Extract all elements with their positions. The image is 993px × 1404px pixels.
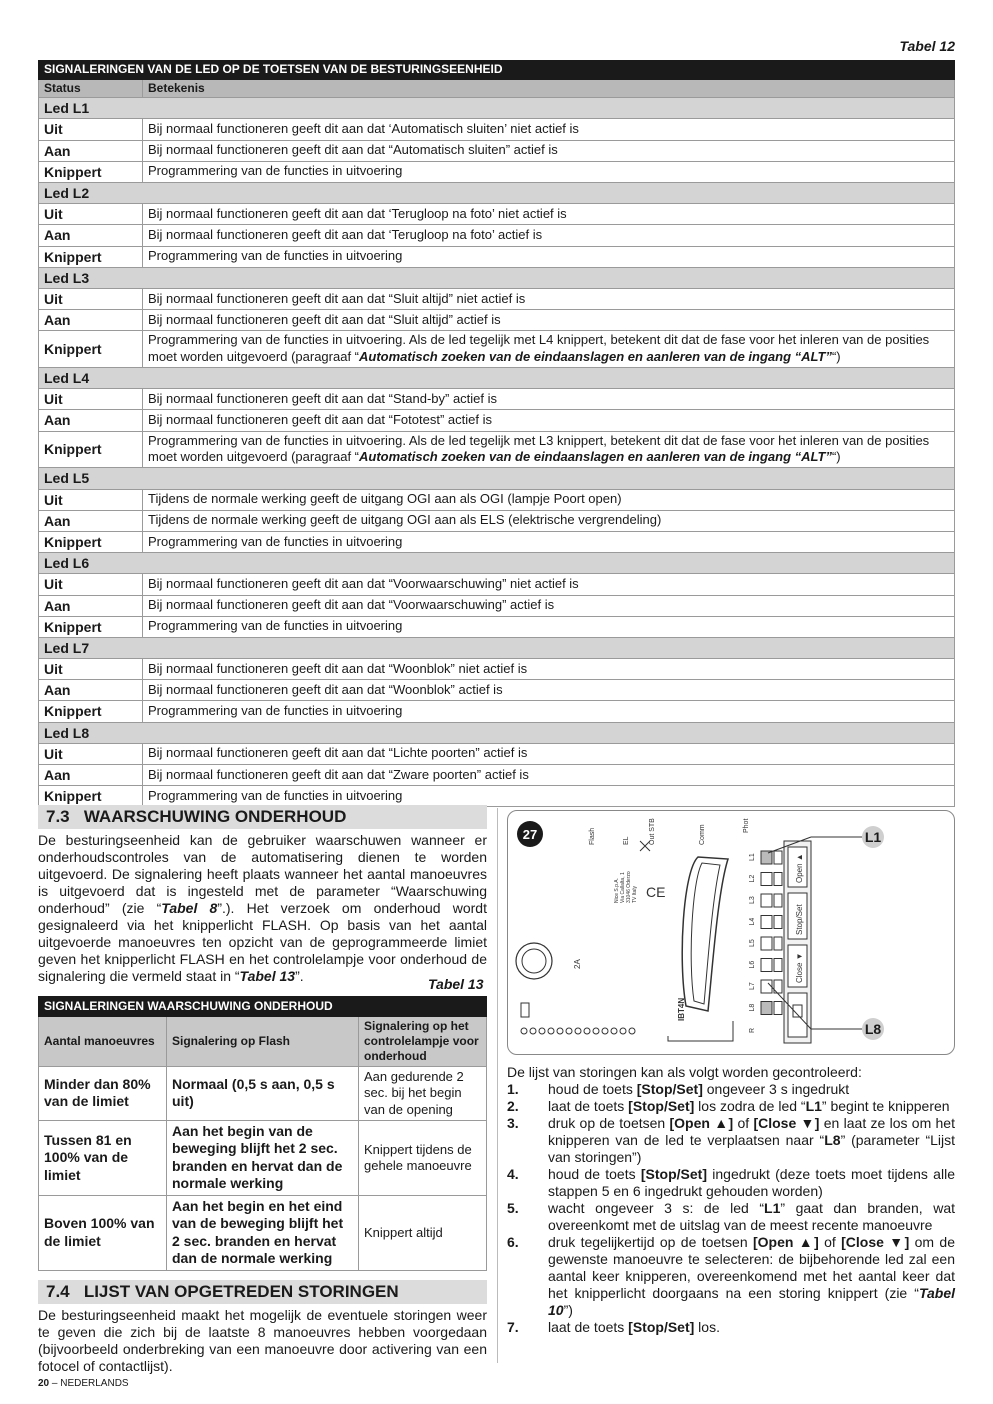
meaning-text: Programmering van de functies in uitvoering [148,163,403,179]
step-text-part: om de gewenste manoeuvre te selecteren: de bijbehorende led zal een aantal keer knipperen, overeenkomend met het aantal keer dat het knipperlicht doorgaans na een storing knippert (zie “ [548,1234,955,1301]
callout-l1: L1 [864,829,882,845]
meaning-cell [143,161,955,182]
step-item [507,1098,955,1115]
meaning-text: Programmering van de functies in uitvoering [148,248,403,264]
led-group-title: Led L6 [39,553,955,574]
led-label: L4 [749,917,756,926]
meaning-text: Bij normaal functioneren geeft dit aan dat “Woonblok” actief is [148,681,503,697]
meaning-text: Tijdens de normale werking geeft de uitgang OGI aan als OGI (lampje Poort open) [148,491,622,507]
aantal-cell: Tussen 81 en 100% van de limiet [39,1120,167,1195]
meaning-cell [143,510,955,531]
pin-hole [521,1028,527,1034]
status-cell: Aan [39,310,143,331]
step-text-part: wacht ongeveer 3 s: de led “ [548,1200,765,1216]
led-pad [774,894,782,907]
table-row [39,204,955,225]
led-group-title: Led L3 [39,267,955,288]
meaning-text: Bij normaal functioneren geeft dit aan dat “Fototest” actief is [148,412,492,428]
meaning-cell [143,574,955,595]
pin-hole [557,1028,563,1034]
meaning-cell [143,701,955,722]
led-group-title: Led L5 [39,468,955,489]
meaning-text: Programmering van de functies in uitvoering. Als de led tegelijk met L4 knippert, betekent dit dat de fase voor het inleren van de posities moet worden uitgevoerd (paragraaf “ [148,332,930,365]
table-ref-13: Tabel 13 [239,968,296,984]
meaning-text: Bij normaal functioneren geeft dit aan dat ‘Terugloop na foto’ actief is [148,226,543,242]
warning-symbol [640,841,650,851]
pin-hole [575,1028,581,1034]
step-text-part: L8 [824,1132,841,1148]
tabel12-caption: Tabel 12 [899,38,955,54]
step-number: 1. [507,1081,519,1097]
led-group-title: Led L7 [39,637,955,658]
pin-hole [539,1028,545,1034]
fuse-rating: 2A [573,959,582,969]
step-text-part: Tabel 10 [548,1285,955,1318]
status-cell: Knippert [39,531,143,552]
meaning-cell [143,531,955,552]
led-group-row [39,368,955,389]
led-group-title: Led L8 [39,722,955,743]
step-text-part: [Stop/Set] [628,1319,695,1335]
meaning-text: Programmering van de functies in uitvoering. Als de led tegelijk met L3 knippert, betekent dit dat de fase voor het inleren van de posities moet worden uitgevoerd (paragraaf “ [148,432,930,465]
flash-cell: Normaal (0,5 s aan, 0,5 s uit) [167,1067,359,1121]
table-row [39,574,955,595]
table-row [39,743,955,764]
meaning-text: Bij normaal functioneren geeft dit aan dat “Sluit altijd” niet actief is [148,290,526,306]
led-indicator [761,1002,772,1015]
led-indicator [761,959,772,972]
status-cell: Knippert [39,431,143,468]
meaning-cell [143,310,955,331]
step-text-part: [Stop/Set] [628,1098,695,1114]
led-group-row [39,468,955,489]
meaning-cell [143,431,955,468]
connector-icon [521,1003,529,1017]
led-pad [774,851,782,864]
table-row [39,331,955,368]
tabel12-header: SIGNALERINGEN VAN DE LED OP DE TOETSEN VAN DE BESTURINGSEENHEID [39,61,955,80]
led-group-title: Led L1 [39,98,955,119]
led-label: L6 [749,960,756,969]
meaning-cell [143,410,955,431]
tabel13 [38,996,487,1271]
board-label-el: EL [623,836,630,845]
meaning-text: Bij normaal functioneren geeft dit aan dat “Automatisch sluiten” actief is [148,142,558,158]
status-cell: Uit [39,119,143,140]
board-model: IBT4N [677,997,686,1021]
meaning-cell [143,389,955,410]
led-pad [774,916,782,929]
brand-line: 31046 Oderzo [626,871,632,903]
step-number: 5. [507,1200,519,1216]
status-cell: Knippert [39,331,143,368]
step-text-part: ”) [563,1302,573,1318]
figure-27 [507,810,955,1055]
tabel13-caption: Tabel 13 [428,976,484,992]
status-cell: Aan [39,510,143,531]
meaning-cell [143,246,955,267]
led-group-row [39,553,955,574]
table-ref-8: Tabel 8 [161,900,218,916]
led-group-title: Led L4 [39,368,955,389]
meaning-text: Bij normaal functioneren geeft dit aan dat “Voorwaarschuwing” niet actief is [148,575,579,591]
brand-line: Nice S.p.A. [614,877,620,903]
step-text-part: laat de toets [548,1319,629,1335]
meaning-text: Bij normaal functioneren geeft dit aan dat “Zware poorten” actief is [148,766,529,782]
led-group-row [39,267,955,288]
pin-hole [584,1028,590,1034]
meaning-text: Programmering van de functies in uitvoering [148,618,403,634]
status-cell: Uit [39,743,143,764]
table-row [39,616,955,637]
step-text [548,1200,955,1234]
step-text-part: houd de toets [548,1166,641,1182]
status-cell: Knippert [39,701,143,722]
control-board-diagram [508,811,955,1055]
table-row [39,119,955,140]
brand-line: Via Callalta, 1 [620,872,626,903]
led-indicator [761,980,772,993]
status-cell: Knippert [39,246,143,267]
table-row [39,288,955,309]
step-text [548,1319,955,1336]
steps-intro: De lijst van storingen kan als volgt worden gecontroleerd: [507,1064,862,1080]
open-button-label: Open ▲ [795,853,804,883]
status-cell: Aan [39,680,143,701]
lampje-cell: Knippert altijd [359,1195,487,1270]
tabel13-header: SIGNALERINGEN WAARSCHUWING ONDERHOUD [39,997,487,1017]
step-item [507,1200,955,1234]
led-label: L2 [749,874,756,883]
table-row [39,161,955,182]
step-text-part: [Open ▲] [669,1115,734,1131]
footer-language: – NEDERLANDS [49,1378,129,1389]
status-cell: Uit [39,659,143,680]
status-cell: Knippert [39,786,143,807]
table-row [39,431,955,468]
status-cell: Uit [39,389,143,410]
pin-hole [629,1028,635,1034]
step-text-part: of [818,1234,842,1250]
meaning-text: Bij normaal functioneren geeft dit aan dat “Lichte poorten” actief is [148,745,528,761]
fuse-holder-icon [516,943,552,979]
brand-line: TV Italy [632,886,638,903]
step-text-part: ongeveer 3 s ingedrukt [702,1081,850,1097]
status-cell: Aan [39,410,143,431]
step-text-part: L1 [764,1200,781,1216]
pin-hole [593,1028,599,1034]
table-row [39,680,955,701]
step-text-part: houd de toets [548,1081,637,1097]
table-row [39,510,955,531]
tabel12 [38,60,955,807]
step-text [548,1098,955,1115]
step-text-part: laat de toets [548,1098,629,1114]
meaning-cell [143,743,955,764]
meaning-text: Bij normaal functioneren geeft dit aan dat ‘Terugloop na foto’ niet actief is [148,205,567,221]
led-pad [774,873,782,886]
meaning-text-end: “) [831,449,841,465]
close-button-label: Close ▼ [795,952,804,983]
section-7-3-heading [38,805,487,829]
meaning-text-end: “) [831,349,841,365]
meaning-cell [143,616,955,637]
col-aantal-header: Aantal manoeuvres [39,1017,167,1067]
stop-set-button-label: Stop/Set [795,904,804,935]
step-text [548,1081,955,1098]
step-number: 7. [507,1319,519,1335]
lampje-cell: Knippert tijdens de gehele manoeuvre [359,1120,487,1195]
led-label: R [749,1027,756,1033]
meaning-ref: Automatisch zoeken van de eindaanslagen en aanleren van de ingang “ALT” [359,449,832,465]
step-item [507,1234,955,1319]
step-text-part: of [733,1115,754,1131]
led-indicator [761,937,772,950]
table-row [39,1120,487,1195]
aantal-cell: Minder dan 80% van de limiet [39,1067,167,1121]
led-column [749,851,782,1033]
board-label-comm: Comm [699,824,706,845]
table-row [39,1067,487,1121]
led-indicator [761,894,772,907]
step-text-part: [Stop/Set] [636,1081,703,1097]
aantal-cell: Boven 100% van de limiet [39,1195,167,1270]
section-number: 7.3 [46,807,70,826]
step-text-part: [Close ▼] [841,1234,910,1250]
status-cell: Aan [39,765,143,786]
led-group-title: Led L2 [39,182,955,203]
table-row [39,786,955,807]
section-number: 7.4 [46,1282,70,1301]
step-text-part: [Stop/Set] [640,1166,707,1182]
led-label: L1 [749,853,756,861]
col-status-header: Status [39,79,143,98]
step-text-part: los. [694,1319,720,1335]
step-item [507,1319,955,1336]
pin-row [521,1028,635,1034]
status-cell: Knippert [39,161,143,182]
led-pad [774,959,782,972]
status-cell: Knippert [39,616,143,637]
step-text [548,1166,955,1200]
step-item [507,1115,955,1166]
step-text [548,1115,955,1166]
table-row [39,410,955,431]
section-title: WAARSCHUWING ONDERHOUD [83,807,347,826]
text: De besturingseenheid kan de gebruiker waarschuwen wanneer er onderhoudscontroles van de automatisering dienen te worden uitgevoerd. De signalering heeft plaats wanneer het aantal manoeuvres is uitgevoerd dat is ingesteld met de parameter “Waarschuwing onderhoud” (zie “ [38,832,487,916]
board-label-out-stb: Out STB [649,818,656,845]
status-cell: Aan [39,225,143,246]
step-text [548,1234,955,1319]
meaning-cell [143,489,955,510]
table-row [39,310,955,331]
col-controlelampje-header: Signalering op het controlelampje voor onderhoud [359,1017,487,1067]
section-7-3-paragraph [38,832,487,985]
meaning-cell [143,288,955,309]
lampje-cell: Aan gedurende 2 sec. bij het begin van de opening [359,1067,487,1121]
led-group-row [39,98,955,119]
text: ”. [295,968,304,984]
col-betekenis-header: Betekenis [143,79,955,98]
meaning-cell [143,204,955,225]
step-number: 6. [507,1234,519,1250]
meaning-cell [143,595,955,616]
meaning-cell [143,225,955,246]
led-pad [774,937,782,950]
figure-number: 27 [522,827,538,842]
section-title: LIJST VAN OPGETREDEN STORINGEN [83,1282,399,1301]
step-text-part: en laat ze los om het knipperen van de led te verplaatsen naar “ [548,1115,955,1148]
step-text-part: ingedrukt (deze toets moet tijdens alle stappen 5 en 6 ingedrukt gehouden worden) [548,1166,955,1199]
page-number: 20 [38,1378,50,1389]
step-item [507,1166,955,1200]
meaning-text: Tijdens de normale werking geeft de uitgang OGI aan als ELS (elektrische vergrendeling) [148,512,662,528]
led-indicator [761,916,772,929]
flash-cell: Aan het begin van de beweging blijft het 2 sec. branden en hervat dan de normale werking [167,1120,359,1195]
table-row [39,531,955,552]
status-cell: Aan [39,595,143,616]
table-row [39,225,955,246]
status-cell: Uit [39,574,143,595]
meaning-cell [143,119,955,140]
step-text-part: ” gaat dan branden, wat overeenkomt met de uitslag van de meest recente manoeuvre [548,1200,955,1233]
section-7-4-paragraph: De besturingseenheid maakt het mogelijk de eventuele storingen weer te geven die zich bij de laatste 8 manoeuvres hebben voorgedaan (bijvoorbeeld onderbreking van een manoeuvre door activering van een fotocel of contactlijst). [38,1307,487,1374]
flash-cell: Aan het begin en het eind van de beweging blijft het 2 sec. branden en hervat dan de normale werking [167,1195,359,1270]
step-text-part: druk op de toetsen [548,1115,670,1131]
table-row [39,246,955,267]
meaning-cell [143,659,955,680]
meaning-text: Bij normaal functioneren geeft dit aan dat “Woonblok” niet actief is [148,660,528,676]
status-cell: Uit [39,489,143,510]
step-text-part: druk tegelijkertijd op de toetsen [548,1234,753,1250]
pin-hole [566,1028,572,1034]
pin-hole [620,1028,626,1034]
section-7-4-heading [38,1280,487,1304]
meaning-cell [143,140,955,161]
step-text-part: L1 [805,1098,822,1114]
led-label: L7 [749,982,756,990]
meaning-text: Bij normaal functioneren geeft dit aan dat “Sluit altijd” actief is [148,311,501,327]
table-row [39,389,955,410]
meaning-ref: Automatisch zoeken van de eindaanslagen en aanleren van de ingang “ALT” [359,349,832,365]
table-row [39,659,955,680]
table-row [39,765,955,786]
ce-mark-icon: CE [646,884,666,900]
led-indicator [761,873,772,886]
led-indicator [761,851,772,864]
storingen-steps [507,1064,955,1336]
step-text-part: [Open ▲] [752,1234,819,1250]
led-label: L3 [749,896,756,904]
status-cell: Aan [39,140,143,161]
callout-l8: L8 [864,1021,882,1037]
meaning-cell [143,331,955,368]
step-text-part: ” begint te knipperen [821,1098,950,1114]
page-footer [38,1378,129,1389]
led-group-row [39,637,955,658]
step-item [507,1081,955,1098]
pin-hole [530,1028,536,1034]
board-label-flash: Flash [589,827,596,845]
step-text-part: los zodra de led “ [694,1098,806,1114]
column-divider [497,808,498,1363]
step-number: 2. [507,1098,519,1114]
step-number: 4. [507,1166,519,1182]
table-row [39,1195,487,1270]
pin-hole [611,1028,617,1034]
step-text-part: [Close ▼] [753,1115,820,1131]
pin-hole [602,1028,608,1034]
meaning-cell [143,786,955,807]
step-number: 3. [507,1115,519,1131]
steps-list [507,1081,955,1336]
col-flash-header: Signalering op Flash [167,1017,359,1067]
text: ”.). Het verzoek om onderhoud wordt gesignaleerd via het knipperlicht FLASH. Op basis van het aantal uitgevoerde manoeuvres ten opzicht van de geprogrammeerde limiet geven het knipperlicht FLASH en het controlelampje voor onderhoud de signalering die vermeld staat in “ [38,900,487,984]
trace-line [668,1021,733,1041]
table-row [39,701,955,722]
led-pad [774,1002,782,1015]
meaning-text: Programmering van de functies in uitvoering [148,533,403,549]
table-row [39,595,955,616]
meaning-cell [143,765,955,786]
meaning-text: Bij normaal functioneren geeft dit aan dat “Stand-by” actief is [148,390,498,406]
board-label-phot: Phot [743,818,750,833]
led-group-row [39,722,955,743]
step-text-part: ” (parameter “Lijst van storingen”) [548,1132,956,1165]
meaning-text: Programmering van de functies in uitvoering [148,787,403,803]
meaning-cell [143,680,955,701]
led-group-row [39,182,955,203]
table-row [39,140,955,161]
meaning-text: Bij normaal functioneren geeft dit aan dat “Voorwaarschuwing” actief is [148,597,555,613]
status-cell: Uit [39,204,143,225]
table-row [39,489,955,510]
led-label: L5 [749,939,756,947]
meaning-text: Bij normaal functioneren geeft dit aan dat ‘Automatisch sluiten’ niet actief is [148,121,579,137]
status-cell: Uit [39,288,143,309]
pin-hole [548,1028,554,1034]
fuse-holder-inner [522,949,546,973]
led-label: L8 [749,1003,756,1012]
meaning-text: Programmering van de functies in uitvoering [148,703,403,719]
